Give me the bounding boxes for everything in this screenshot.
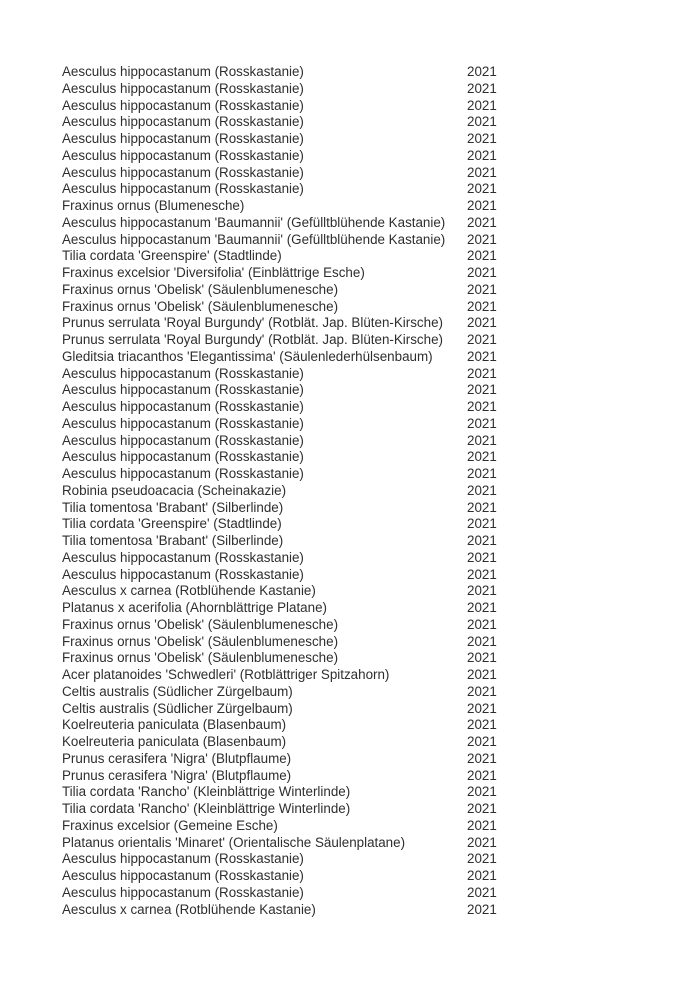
species-cell: Aesculus hippocastanum (Rosskastanie): [62, 566, 304, 582]
species-cell: Gleditsia triacanthos 'Elegantissima' (Säulenlederhülsenbaum): [62, 348, 433, 364]
year-cell: 2021: [467, 516, 497, 532]
year-cell: 2021: [467, 750, 497, 766]
table-row: [62, 265, 642, 282]
species-cell: Prunus cerasifera 'Nigra' (Blutpflaume): [62, 750, 292, 766]
year-cell: 2021: [467, 884, 497, 900]
year-cell: 2021: [467, 399, 497, 414]
table-row: [62, 835, 642, 852]
year-cell: 2021: [467, 164, 497, 180]
year-cell: 2021: [467, 265, 497, 280]
table-row: [62, 818, 642, 835]
year-cell: 2021: [467, 616, 497, 632]
species-cell: Tilia cordata 'Greenspire' (Stadtlinde): [62, 248, 282, 264]
year-cell: 2021: [467, 717, 497, 733]
table-row: [62, 232, 642, 249]
year-cell: 2021: [467, 281, 497, 297]
table-row: [62, 717, 642, 734]
year-cell: 2021: [467, 734, 497, 749]
species-cell: Aesculus hippocastanum (Rosskastanie): [62, 449, 304, 465]
table-row: [62, 500, 642, 517]
table-row: [62, 650, 642, 667]
species-cell: Aesculus hippocastanum (Rosskastanie): [62, 131, 304, 146]
table-row: [62, 165, 642, 182]
table-row: [62, 801, 642, 818]
year-cell: 2021: [467, 549, 497, 565]
year-cell: 2021: [467, 533, 497, 548]
year-cell: 2021: [467, 181, 497, 197]
species-cell: Aesculus hippocastanum (Rosskastanie): [62, 97, 304, 113]
species-cell: Prunus serrulata 'Royal Burgundy' (Rotblät. Jap. Blüten-Kirsche): [62, 332, 443, 347]
species-cell: Robinia pseudoacacia (Scheinakazie): [62, 482, 287, 498]
species-cell: Celtis australis (Südlicher Zürgelbaum): [62, 683, 293, 699]
table-row: [62, 617, 642, 634]
species-cell: Koelreuteria paniculata (Blasenbaum): [62, 734, 287, 749]
species-cell: Fraxinus ornus (Blumenesche): [62, 198, 245, 213]
table-row: [62, 768, 642, 785]
species-cell: Tilia cordata 'Rancho' (Kleinblättrige Winterlinde): [62, 784, 351, 800]
table-row: [62, 483, 642, 500]
year-cell: 2021: [467, 80, 497, 96]
year-cell: 2021: [467, 817, 497, 833]
table-row: [62, 885, 642, 902]
species-cell: Koelreuteria paniculata (Blasenbaum): [62, 717, 287, 733]
table-row: [62, 399, 642, 416]
table-row: [62, 315, 642, 332]
year-cell: 2021: [467, 315, 497, 331]
species-cell: Aesculus hippocastanum (Rosskastanie): [62, 415, 304, 431]
table-row: [62, 366, 642, 383]
table-row: [62, 784, 642, 801]
table-row: [62, 181, 642, 198]
species-cell: Aesculus hippocastanum (Rosskastanie): [62, 851, 304, 867]
species-cell: Aesculus hippocastanum 'Baumannii' (Gefülltblühende Kastanie): [62, 231, 446, 247]
species-cell: Fraxinus excelsior 'Diversifolia' (Einblättrige Esche): [62, 265, 365, 280]
year-cell: 2021: [467, 97, 497, 113]
species-cell: Fraxinus ornus 'Obelisk' (Säulenblumenesche): [62, 281, 339, 297]
species-cell: Aesculus x carnea (Rotblühende Kastanie): [62, 583, 316, 599]
species-cell: Fraxinus ornus 'Obelisk' (Säulenblumenesche): [62, 298, 339, 314]
table-row: [62, 131, 642, 148]
species-cell: Aesculus hippocastanum (Rosskastanie): [62, 432, 304, 448]
species-cell: Aesculus hippocastanum (Rosskastanie): [62, 549, 304, 565]
year-cell: 2021: [467, 298, 497, 314]
year-cell: 2021: [467, 365, 497, 381]
table-row: [62, 64, 642, 81]
table-row: [62, 533, 642, 550]
year-cell: 2021: [467, 767, 497, 783]
table-row: [62, 466, 642, 483]
table-row: [62, 215, 642, 232]
year-cell: 2021: [467, 633, 497, 649]
species-cell: Celtis australis (Südlicher Zürgelbaum): [62, 700, 293, 716]
table-row: [62, 583, 642, 600]
year-cell: 2021: [467, 415, 497, 431]
table-row: [62, 81, 642, 98]
table-row: [62, 332, 642, 349]
species-cell: Aesculus hippocastanum (Rosskastanie): [62, 466, 304, 481]
year-cell: 2021: [467, 600, 497, 615]
year-cell: 2021: [467, 834, 497, 850]
species-cell: Prunus serrulata 'Royal Burgundy' (Rotblät. Jap. Blüten-Kirsche): [62, 315, 443, 331]
species-cell: Fraxinus ornus 'Obelisk' (Säulenblumenesche): [62, 650, 339, 666]
table-row: [62, 98, 642, 115]
year-cell: 2021: [467, 231, 497, 247]
year-cell: 2021: [467, 901, 497, 917]
year-cell: 2021: [467, 248, 497, 264]
year-cell: 2021: [467, 114, 497, 130]
year-cell: 2021: [467, 131, 497, 146]
year-cell: 2021: [467, 64, 497, 79]
table-row: [62, 550, 642, 567]
table-row: [62, 516, 642, 533]
year-cell: 2021: [467, 566, 497, 582]
species-cell: Aesculus hippocastanum (Rosskastanie): [62, 382, 304, 398]
year-cell: 2021: [467, 432, 497, 448]
species-cell: Platanus orientalis 'Minaret' (Orientalische Säulenplatane): [62, 834, 406, 850]
year-cell: 2021: [467, 214, 497, 230]
table-row: [62, 667, 642, 684]
table-row: [62, 114, 642, 131]
table-row: [62, 349, 642, 366]
table-row: [62, 600, 642, 617]
species-cell: Aesculus hippocastanum (Rosskastanie): [62, 868, 304, 883]
year-cell: 2021: [467, 482, 497, 498]
species-cell: Tilia tomentosa 'Brabant' (Silberlinde): [62, 499, 284, 515]
species-cell: Platanus x acerifolia (Ahornblättrige Platane): [62, 600, 327, 615]
year-cell: 2021: [467, 147, 497, 163]
table-row: [62, 851, 642, 868]
year-cell: 2021: [467, 784, 497, 800]
table-row: [62, 684, 642, 701]
table-row: [62, 734, 642, 751]
year-cell: 2021: [467, 382, 497, 398]
year-cell: 2021: [467, 801, 497, 816]
species-cell: Aesculus hippocastanum (Rosskastanie): [62, 164, 304, 180]
species-cell: Fraxinus ornus 'Obelisk' (Säulenblumenesche): [62, 633, 339, 649]
table-row: [62, 567, 642, 584]
year-cell: 2021: [467, 583, 497, 599]
species-cell: Tilia cordata 'Greenspire' (Stadtlinde): [62, 516, 282, 532]
species-cell: Acer platanoides 'Schwedleri' (Rotblättriger Spitzahorn): [62, 667, 390, 682]
table-row: [62, 198, 642, 215]
year-cell: 2021: [467, 700, 497, 716]
species-cell: Aesculus hippocastanum (Rosskastanie): [62, 114, 304, 130]
table-row: [62, 634, 642, 651]
year-cell: 2021: [467, 332, 497, 347]
species-cell: Aesculus hippocastanum (Rosskastanie): [62, 80, 304, 96]
year-cell: 2021: [467, 683, 497, 699]
species-cell: Tilia tomentosa 'Brabant' (Silberlinde): [62, 533, 284, 548]
table-row: [62, 902, 642, 919]
species-cell: Aesculus hippocastanum (Rosskastanie): [62, 147, 304, 163]
year-cell: 2021: [467, 466, 497, 481]
table-row: [62, 449, 642, 466]
species-cell: Fraxinus excelsior (Gemeine Esche): [62, 817, 278, 833]
year-cell: 2021: [467, 449, 497, 465]
table-row: [62, 868, 642, 885]
table-row: [62, 248, 642, 265]
year-cell: 2021: [467, 499, 497, 515]
species-cell: Aesculus x carnea (Rotblühende Kastanie): [62, 901, 316, 917]
table-row: [62, 433, 642, 450]
table-row: [62, 701, 642, 718]
table-row: [62, 416, 642, 433]
year-cell: 2021: [467, 851, 497, 867]
species-cell: Fraxinus ornus 'Obelisk' (Säulenblumenesche): [62, 616, 339, 632]
year-cell: 2021: [467, 667, 497, 682]
table-row: [62, 382, 642, 399]
species-cell: Aesculus hippocastanum 'Baumannii' (Gefülltblühende Kastanie): [62, 214, 446, 230]
species-cell: Aesculus hippocastanum (Rosskastanie): [62, 181, 304, 197]
species-cell: Aesculus hippocastanum (Rosskastanie): [62, 884, 304, 900]
tree-species-table: [62, 64, 642, 918]
year-cell: 2021: [467, 348, 497, 364]
year-cell: 2021: [467, 650, 497, 666]
species-cell: Aesculus hippocastanum (Rosskastanie): [62, 399, 304, 414]
table-row: [62, 282, 642, 299]
table-row: [62, 148, 642, 165]
species-cell: Prunus cerasifera 'Nigra' (Blutpflaume): [62, 767, 292, 783]
species-cell: Aesculus hippocastanum (Rosskastanie): [62, 365, 304, 381]
species-cell: Aesculus hippocastanum (Rosskastanie): [62, 64, 304, 79]
table-row: [62, 751, 642, 768]
species-cell: Tilia cordata 'Rancho' (Kleinblättrige Winterlinde): [62, 801, 351, 816]
table-row: [62, 299, 642, 316]
year-cell: 2021: [467, 198, 497, 213]
year-cell: 2021: [467, 868, 497, 883]
